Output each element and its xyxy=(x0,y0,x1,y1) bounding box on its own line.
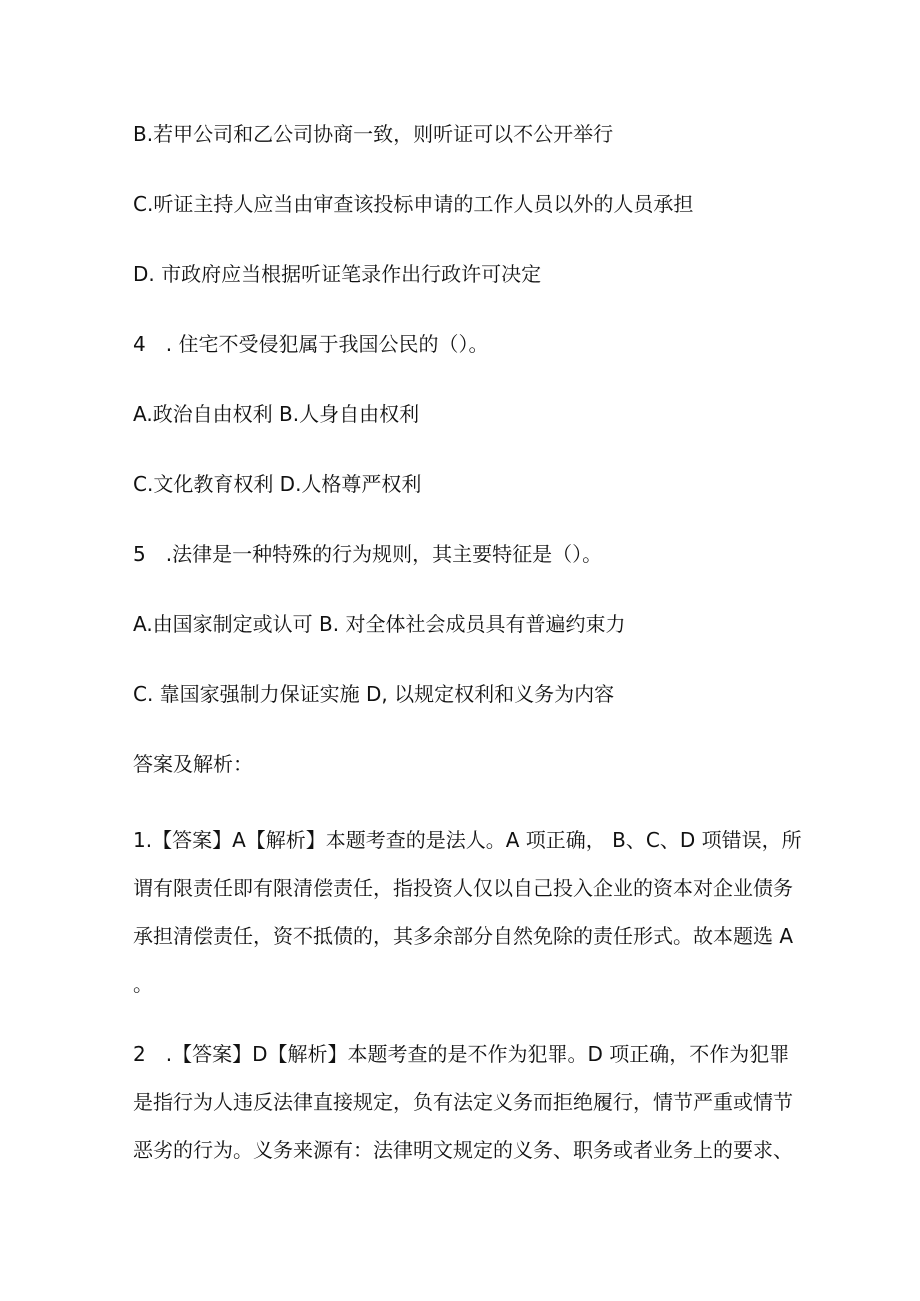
q5-stem: 5 .法律是一种特殊的行为规则，其主要特征是（）。 xyxy=(133,542,603,566)
q3-option-d: D. 市政府应当根据听证笔录作出行政许可决定 xyxy=(133,262,542,286)
answer-2-line: 2 .【答案】D【解析】本题考查的是不作为犯罪。D 项正确，不作为犯罪 xyxy=(133,1042,790,1066)
answer-1-line: 谓有限责任即有限清偿责任，指投资人仅以自己投入企业的资本对企业债务 xyxy=(133,876,793,900)
answer-2-explanation xyxy=(133,1030,801,1174)
answer-1-line: 承担清偿责任，资不抵债的，其多余部分自然免除的责任形式。故本题选 A xyxy=(133,924,794,948)
answer-1-explanation xyxy=(133,816,801,1008)
answer-1-line: 。 xyxy=(133,972,153,996)
answers-heading: 答案及解析： xyxy=(133,752,253,776)
q5-options-ab: A.由国家制定或认可 B. 对全体社会成员具有普遍约束力 xyxy=(133,612,626,636)
q5-options-cd: C. 靠国家强制力保证实施 D, 以规定权利和义务为内容 xyxy=(133,682,615,706)
q3-option-c: C.听证主持人应当由审查该投标申请的工作人员以外的人员承担 xyxy=(133,192,694,216)
q4-options-cd: C.文化教育权利 D.人格尊严权利 xyxy=(133,472,422,496)
answer-1-line: 1.【答案】A【解析】本题考查的是法人。A 项正确， B、C、D 项错误，所 xyxy=(133,828,802,852)
q3-option-b: B.若甲公司和乙公司协商一致，则听证可以不公开举行 xyxy=(133,122,614,146)
answer-2-line: 恶劣的行为。义务来源有：法律明文规定的义务、职务或者业务上的要求、 xyxy=(133,1138,793,1162)
answer-2-line: 是指行为人违反法律直接规定，负有法定义务而拒绝履行，情节严重或情节 xyxy=(133,1090,793,1114)
q4-options-ab: A.政治自由权利 B.人身自由权利 xyxy=(133,402,420,426)
document-body xyxy=(133,116,801,1196)
q4-stem: 4 . 住宅不受侵犯属于我国公民的（）。 xyxy=(133,332,489,356)
